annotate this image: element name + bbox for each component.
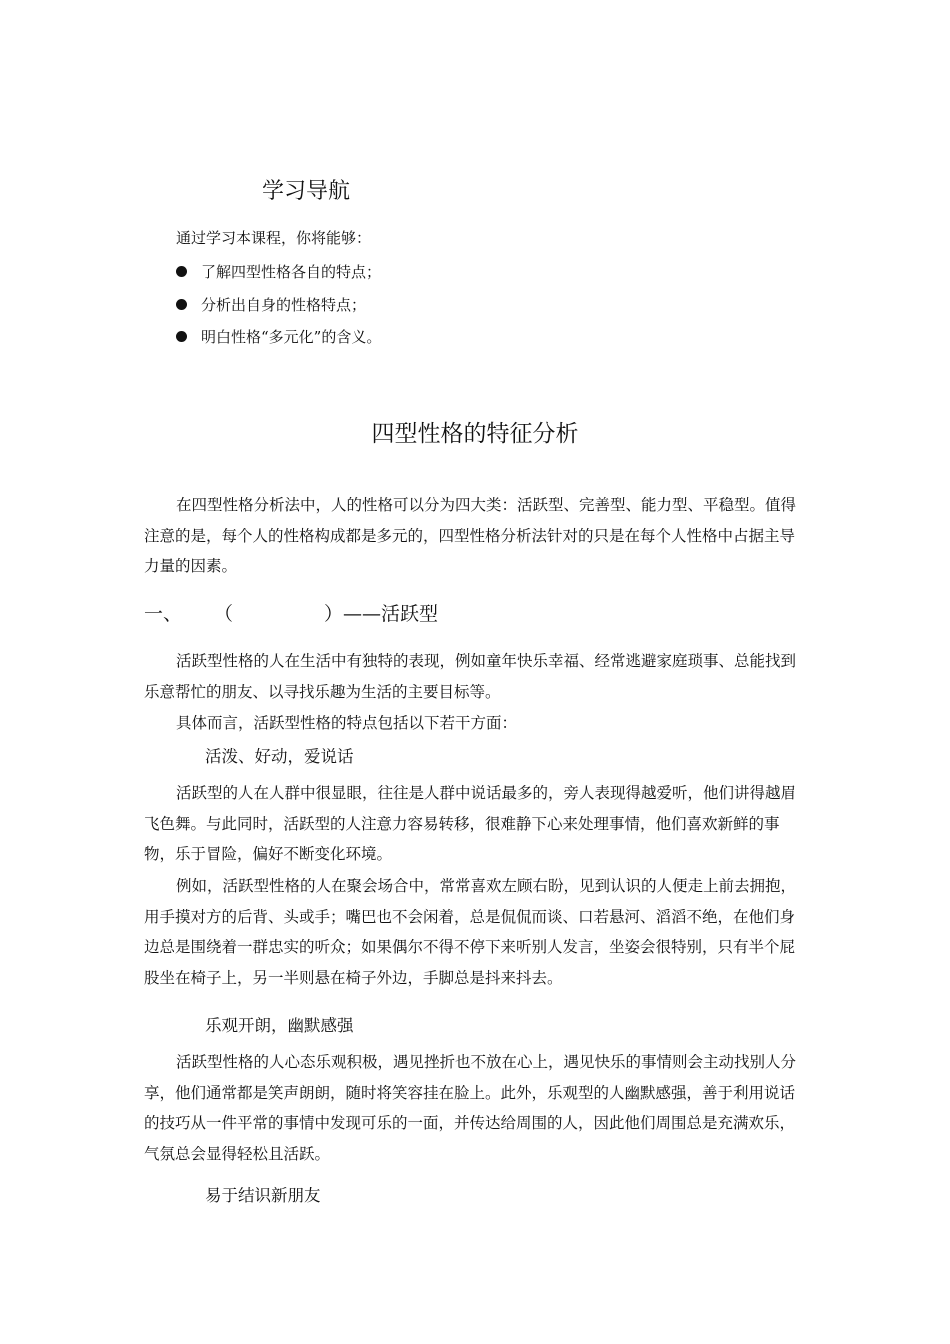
bullet-icon: [176, 266, 187, 277]
section-blank-open: （: [214, 603, 234, 625]
body-paragraph: 活跃型的人在人群中很显眼，往往是人群中说话最多的，旁人表现得越爱听，他们讲得越眉飞色舞。与此同时，活跃型的人注意力容易转移，很难静下心来处理事情，他们喜欢新鲜的事物，乐于冒险，偏好不断变化环境。: [144, 784, 797, 863]
bullet-icon: [176, 299, 187, 310]
learning-nav-item: [176, 261, 381, 282]
learning-nav-item-text: 明白性格“多元化”的含义。: [201, 328, 382, 346]
subheading: 易于结识新朋友: [205, 1186, 321, 1205]
bullet-icon: [176, 331, 187, 342]
section-title: ）——活跃型: [324, 603, 439, 625]
learning-nav-item-text: 分析出自身的性格特点；: [201, 296, 367, 314]
body-paragraph: 例如，活跃型性格的人在聚会场合中，常常喜欢左顾右盼，见到认识的人便走上前去拥抱，用手摸对方的后背、头或手；嘴巴也不会闲着，总是侃侃而谈、口若悬河、滔滔不绝，在他们身边总是围绕着一群忠实的听众；如果偶尔不得不停下来听别人发言，坐姿会很特别，只有半个屁股坐在椅子上，另一半则悬在椅子外边，手脚总是抖来抖去。: [144, 877, 797, 987]
main-title: 四型性格的特征分析: [371, 421, 579, 447]
section-number: 一、: [144, 603, 183, 625]
learning-nav-intro: 通过学习本课程，你将能够：: [176, 229, 372, 247]
learning-nav-item: [176, 326, 381, 347]
section-paragraph: 活跃型性格的人在生活中有独特的表现，例如童年快乐幸福、经常逃避家庭琐事、总能找到乐意帮忙的朋友、以寻找乐趣为生活的主要目标等。: [144, 652, 797, 701]
body-paragraph: 活跃型性格的人心态乐观积极，遇见挫折也不放在心上，遇见快乐的事情则会主动找别人分享，他们通常都是笑声朗朗，随时将笑容挂在脸上。此外，乐观型的人幽默感强，善于利用说话的技巧从一件平常的事情中发现可乐的一面，并传达给周围的人，因此他们周围总是充满欢乐，气氛总会显得轻松且活跃。: [144, 1053, 797, 1163]
learning-nav-title: 学习导航: [262, 179, 351, 204]
subheading: 活泼、好动，爱说话: [205, 747, 354, 766]
learning-nav-item: [176, 294, 366, 315]
learning-nav-item-text: 了解四型性格各自的特点；: [201, 263, 382, 281]
intro-paragraph: 在四型性格分析法中，人的性格可以分为四大类：活跃型、完善型、能力型、平稳型。值得注意的是，每个人的性格构成都是多元的，四型性格分析法针对的只是在每个人性格中占据主导力量的因素。: [144, 496, 797, 575]
subheading: 乐观开朗，幽默感强: [205, 1016, 354, 1035]
section-paragraph: 具体而言，活跃型性格的特点包括以下若干方面：: [176, 714, 518, 732]
section-heading: [144, 599, 438, 626]
